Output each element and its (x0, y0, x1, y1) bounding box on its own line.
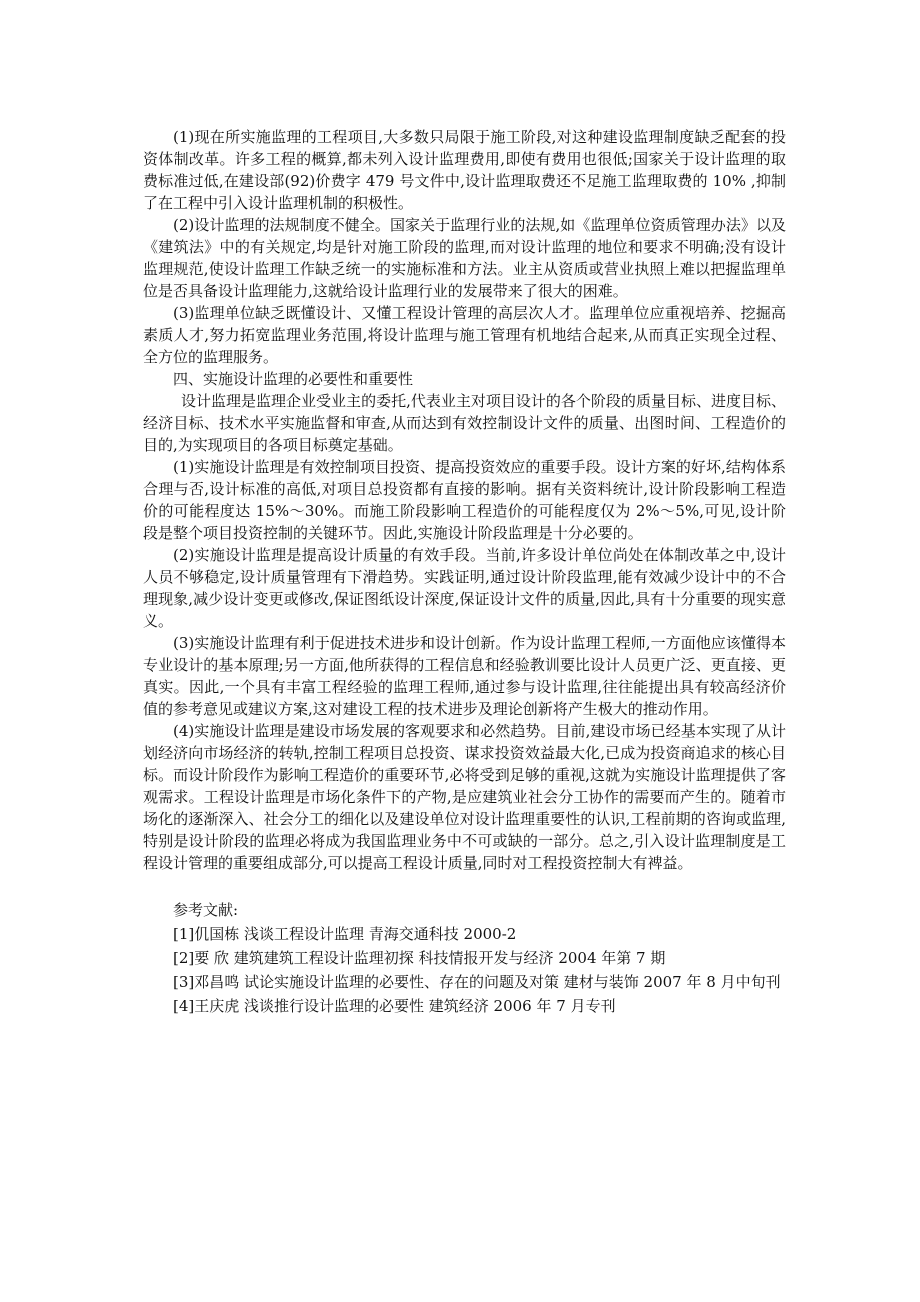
spacer (143, 874, 786, 898)
references-title: 参考文献: (173, 901, 239, 919)
point-3: (3)实施设计监理有利于促进技术进步和设计创新。作为设计监理工程师,一方面他应该懂得本专业设计的基本原理;另一方面,他所获得的工程信息和经验教训要比设计人员更广泛、更直接、更真实。因此,一个具有丰富工程经验的监理工程师,通过参与设计监理,往往能提出具有较高经济价值的参考意见或建议方案,这对建设工程的技术进步及理论创新将产生极大的推动作用。 (143, 634, 786, 718)
body-paragraph-2: (2)设计监理的法规制度不健全。国家关于监理行业的法规,如《监理单位资质管理办法》以及《建筑法》中的有关规定,均是针对施工阶段的监理,而对设计监理的地位和要求不明确;没有设计监理规范,使设计监理工作缺乏统一的实施标准和方法。业主从资质或营业执照上难以把握监理单位是否具备设计监理能力,这就给设计监理行业的发展带来了很大的困难。 (143, 216, 786, 300)
point-2: (2)实施设计监理是提高设计质量的有效手段。当前,许多设计单位尚处在体制改革之中,设计人员不够稳定,设计质量管理有下滑趋势。实践证明,通过设计阶段监理,能有效减少设计中的不合理现象,减少设计变更或修改,保证图纸设计深度,保证设计文件的质量,因此,具有十分重要的现实意义。 (143, 546, 786, 630)
reference-item-2: [2]要 欣 建筑建筑工程设计监理初探 科技情报开发与经济 2004 年第 7 期 (173, 949, 666, 967)
section-heading: 四、实施设计监理的必要性和重要性 (173, 370, 414, 388)
reference-item-3: [3]邓昌鸣 试论实施设计监理的必要性、存在的问题及对策 建材与装饰 2007 年 8 月中旬刊 (173, 973, 781, 991)
point-1: (1)实施设计监理是有效控制项目投资、提高投资效应的重要手段。设计方案的好坏,结构体系合理与否,设计标准的高低,对项目总投资都有直接的影响。据有关资料统计,设计阶段影响工程造价的可能程度达 15%～30%。而施工阶段影响工程造价的可能程度仅为 2%～5%,可见,设计阶段是整个项目投资控制的关键环节。因此,实施设计阶段监理是十分必要的。 (143, 458, 786, 542)
point-4: (4)实施设计监理是建设市场发展的客观要求和必然趋势。目前,建设市场已经基本实现了从计划经济向市场经济的转轨,控制工程项目总投资、谋求投资效益最大化,已成为投资商追求的核心目标。而设计阶段作为影响工程造价的重要环节,必将受到足够的重视,这就为实施设计监理提供了客观需求。工程设计监理是市场化条件下的产物,是应建筑业社会分工协作的需要而产生的。随着市场化的逐渐深入、社会分工的细化以及建设单位对设计监理重要性的认识,工程前期的咨询或监理,特别是设计阶段的监理必将成为我国监理业务中不可或缺的一部分。总之,引入设计监理制度是工程设计管理的重要组成部分,可以提高工程设计质量,同时对工程投资控制大有裨益。 (143, 722, 786, 872)
section-intro: 设计监理是监理企业受业主的委托,代表业主对项目设计的各个阶段的质量目标、进度目标、经济目标、技术水平实施监督和审查,从而达到有效控制设计文件的质量、出图时间、工程造价的目的,为实现项目的各项目标奠定基础。 (143, 392, 786, 454)
body-paragraph-1: (1)现在所实施监理的工程项目,大多数只局限于施工阶段,对这种建设监理制度缺乏配套的投资体制改革。许多工程的概算,都未列入设计监理费用,即使有费用也很低;国家关于设计监理的取费标准过低,在建设部(92)价费字 479 号文件中,设计监理取费还不足施工监理取费的 10% ,抑制了在工程中引入设计监理机制的积极性。 (143, 128, 786, 212)
reference-item-4: [4]王庆虎 浅谈推行设计监理的必要性 建筑经济 2006 年 7 月专刊 (173, 997, 616, 1015)
body-paragraph-3: (3)监理单位缺乏既懂设计、又懂工程设计管理的高层次人才。监理单位应重视培养、挖掘高素质人才,努力拓宽监理业务范围,将设计监理与施工管理有机地结合起来,从而真正实现全过程、全方位的监理服务。 (143, 304, 786, 366)
reference-item-1: [1]仉国栋 浅谈工程设计监理 青海交通科技 2000-2 (173, 925, 517, 943)
